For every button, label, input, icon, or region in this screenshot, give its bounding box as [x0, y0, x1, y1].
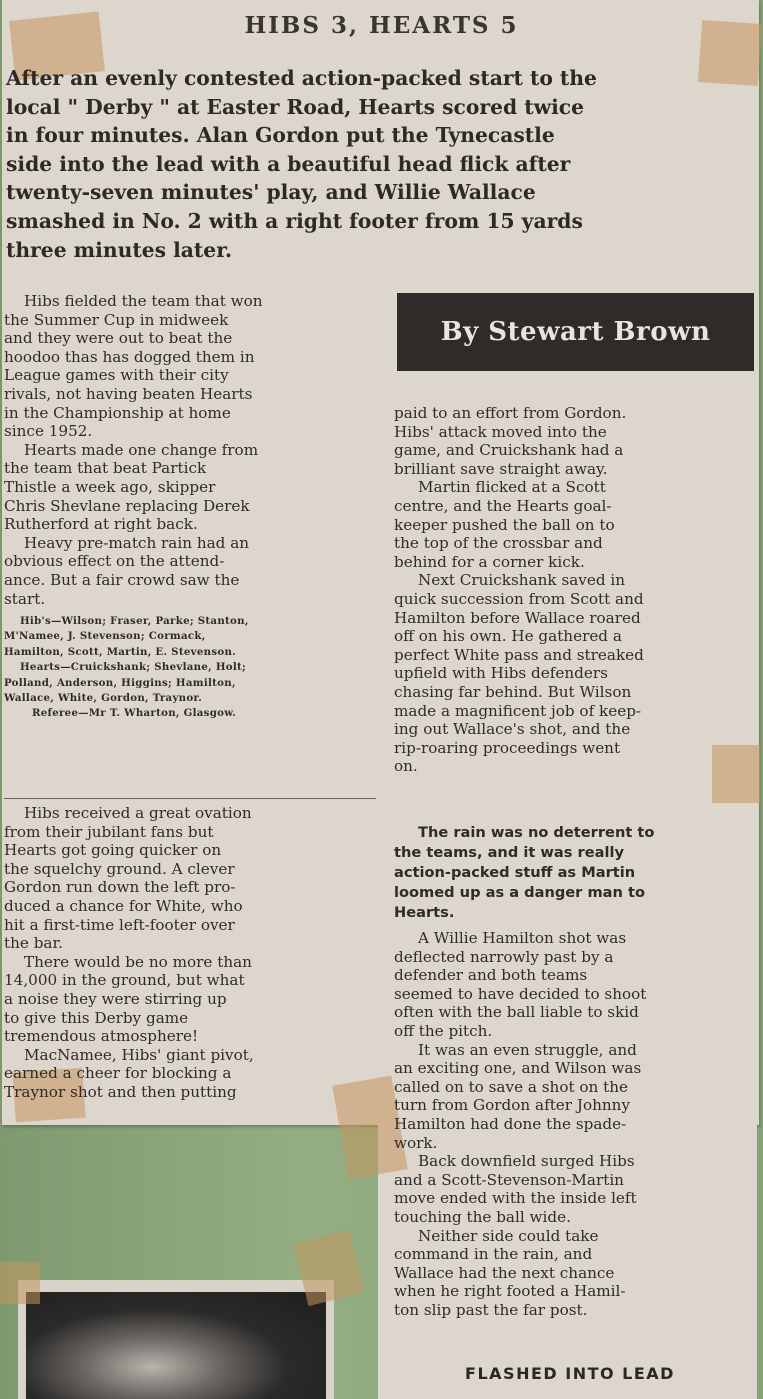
- intro-line: side into the lead with a beautiful head flick after: [6, 151, 571, 176]
- right-column-bold-paragraph: [394, 823, 754, 923]
- text-line: earned a cheer for blocking a: [4, 1064, 232, 1083]
- text-line: since 1952.: [4, 422, 93, 441]
- text-line: tremendous atmosphere!: [4, 1027, 199, 1046]
- bold-line: action-packed stuff as Martin: [394, 864, 636, 881]
- intro-line: local " Derby " at Easter Road, Hearts scored twice: [6, 94, 585, 119]
- text-line: rip-roaring proceedings went: [394, 738, 621, 757]
- text-line: made a magnificent job of keep-: [394, 701, 642, 720]
- team-line-hearts: Wallace, White, Gordon, Traynor.: [4, 692, 203, 705]
- text-line: deflected narrowly past by a: [394, 947, 614, 966]
- text-line: obvious effect on the attend-: [4, 552, 225, 571]
- team-line-hearts: Polland, Anderson, Higgins; Hamilton,: [4, 676, 236, 689]
- text-line: Next Cruickshank saved in: [418, 571, 626, 590]
- text-line: often with the ball liable to skid: [394, 1003, 639, 1022]
- text-line: the top of the crossbar and: [394, 534, 603, 553]
- text-line: when he right footed a Hamil-: [394, 1282, 626, 1301]
- text-line: to give this Derby game: [4, 1008, 189, 1027]
- text-line: It was an even struggle, and: [418, 1040, 637, 1059]
- team-line-hearts: Hearts—Cruickshank; Shevlane, Holt;: [20, 661, 247, 674]
- text-line: 14,000 in the ground, but what: [4, 971, 245, 990]
- subheading: FLASHED INTO LEAD: [465, 1364, 675, 1383]
- text-line: in the Championship at home: [4, 403, 231, 422]
- left-column-bottom: [4, 804, 381, 1102]
- text-line: defender and both teams: [394, 966, 588, 985]
- text-line: Rutherford at right back.: [4, 515, 198, 534]
- tape-photo-left: [0, 1262, 40, 1304]
- text-line: the Summer Cup in midweek: [4, 310, 229, 329]
- text-line: Hamilton before Wallace roared: [394, 608, 641, 627]
- column-divider: [4, 798, 376, 799]
- text-line: Hibs fielded the team that won: [24, 292, 263, 310]
- text-line: There would be no more than: [24, 952, 252, 971]
- left-column-top: [4, 292, 381, 722]
- text-line: Heavy pre-match rain had an: [24, 533, 250, 552]
- intro-paragraph: [6, 64, 756, 264]
- text-line: from their jubilant fans but: [4, 822, 214, 841]
- text-line: a noise they were stirring up: [4, 989, 227, 1008]
- text-line: centre, and the Hearts goal-: [394, 496, 612, 515]
- team-line-hibs: M'Namee, J. Stevenson; Cormack,: [4, 630, 206, 643]
- text-line: paid to an effort from Gordon.: [394, 404, 627, 422]
- photo-clipping: [18, 1280, 334, 1399]
- text-line: the team that beat Partick: [4, 459, 207, 478]
- text-line: Back downfield surged Hibs: [418, 1152, 635, 1171]
- text-line: hoodoo thas has dogged them in: [4, 347, 255, 366]
- bold-line: Hearts.: [394, 904, 455, 921]
- text-line: duced a chance for White, who: [4, 896, 243, 915]
- player-photo: [26, 1292, 326, 1399]
- text-line: upfield with Hibs defenders: [394, 664, 608, 683]
- text-line: perfect White pass and streaked: [394, 645, 644, 664]
- text-line: Neither side could take: [418, 1226, 599, 1245]
- text-line: Martin flicked at a Scott: [418, 478, 606, 497]
- text-line: Traynor shot and then putting: [4, 1082, 237, 1101]
- text-line: touching the ball wide.: [394, 1207, 571, 1226]
- text-line: Wallace had the next chance: [394, 1263, 615, 1282]
- text-line: ton slip past the far post.: [394, 1300, 588, 1319]
- text-line: rivals, not having beaten Hearts: [4, 384, 253, 403]
- text-line: Thistle a week ago, skipper: [4, 477, 216, 496]
- team-line-hibs: Hamilton, Scott, Martin, E. Stevenson.: [4, 645, 237, 658]
- text-line: move ended with the inside left: [394, 1189, 637, 1208]
- text-line: brilliant save straight away.: [394, 459, 608, 478]
- intro-line: three minutes later.: [6, 237, 233, 262]
- text-line: quick succession from Scott and: [394, 589, 644, 608]
- text-line: seemed to have decided to shoot: [394, 984, 647, 1003]
- text-line: command in the rain, and: [394, 1245, 593, 1264]
- headline: HIBS 3, HEARTS 5: [244, 12, 519, 39]
- text-line: Hearts got going quicker on: [4, 841, 222, 860]
- text-line: off on his own. He gathered a: [394, 627, 622, 646]
- text-line: chasing far behind. But Wilson: [394, 682, 632, 701]
- right-column-top: [394, 404, 754, 776]
- text-line: start.: [4, 589, 46, 608]
- text-line: and they were out to beat the: [4, 329, 233, 348]
- byline-banner: By Stewart Brown: [397, 293, 754, 371]
- text-line: Hibs received a great ovation: [24, 804, 252, 822]
- text-line: MacNamee, Hibs' giant pivot,: [24, 1045, 254, 1064]
- bold-line: The rain was no deterrent to: [418, 824, 655, 841]
- text-line: Gordon run down the left pro-: [4, 878, 236, 897]
- text-line: Hearts made one change from: [24, 440, 259, 459]
- intro-line: smashed in No. 2 with a right footer from 15 yards: [6, 208, 583, 233]
- intro-line: in four minutes. Alan Gordon put the Tynecastle: [6, 123, 555, 148]
- text-line: work.: [394, 1133, 438, 1152]
- team-line-hibs: Hib's—Wilson; Fraser, Parke; Stanton,: [20, 615, 249, 628]
- text-line: off the pitch.: [394, 1021, 493, 1040]
- text-line: turn from Gordon after Johnny: [394, 1096, 631, 1115]
- text-line: an exciting one, and Wilson was: [394, 1059, 642, 1078]
- text-line: Hibs' attack moved into the: [394, 422, 607, 441]
- text-line: the squelchy ground. A clever: [4, 859, 235, 878]
- text-line: League games with their city: [4, 366, 229, 385]
- text-line: A Willie Hamilton shot was: [418, 929, 627, 947]
- bold-line: loomed up as a danger man to: [394, 884, 645, 901]
- bold-line: the teams, and it was really: [394, 844, 624, 861]
- text-line: hit a first-time left-footer over: [4, 915, 235, 934]
- text-line: game, and Cruickshank had a: [394, 441, 624, 460]
- text-line: the bar.: [4, 934, 63, 953]
- text-line: ing out Wallace's shot, and the: [394, 720, 631, 739]
- intro-line: After an evenly contested action-packed start to the: [6, 66, 597, 90]
- referee-line: Referee—Mr T. Wharton, Glasgow.: [32, 707, 237, 720]
- right-column-bottom: [394, 929, 754, 1319]
- text-line: Hamilton had done the spade-: [394, 1114, 627, 1133]
- text-line: ance. But a fair crowd saw the: [4, 570, 240, 589]
- text-line: called on to save a shot on the: [394, 1077, 629, 1096]
- text-line: on.: [394, 757, 418, 776]
- text-line: Chris Shevlane replacing Derek: [4, 496, 250, 515]
- intro-line: twenty-seven minutes' play, and Willie Wallace: [6, 180, 536, 205]
- text-line: keeper pushed the ball on to: [394, 515, 615, 534]
- text-line: behind for a corner kick.: [394, 552, 585, 571]
- text-line: and a Scott-Stevenson-Martin: [394, 1170, 624, 1189]
